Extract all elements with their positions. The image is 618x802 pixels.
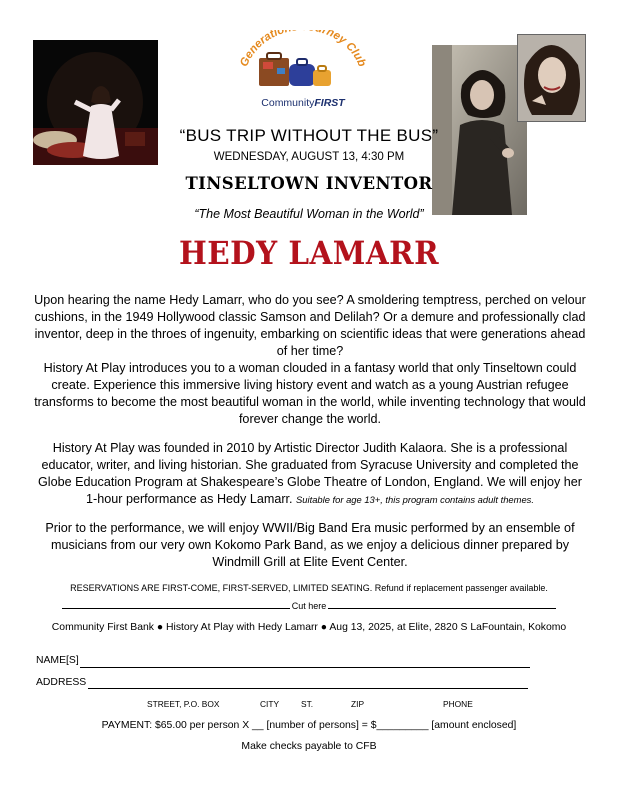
stage-performance-photo (33, 40, 158, 165)
city-sublabel: CITY (260, 699, 280, 709)
logo-brand-text: CommunityFIRST (261, 97, 345, 109)
performer-name: HEDY LAMARR (178, 234, 440, 272)
founder-paragraph (32, 440, 588, 508)
hedy-closeup-photo (518, 35, 585, 121)
name-label: NAME[S] (36, 655, 79, 666)
logo-arc-text: Generatio rney Club (238, 30, 368, 69)
intro-paragraph (32, 292, 588, 428)
event-subtitle: “The Most Beautiful Woman in the World” (194, 207, 424, 221)
address-field[interactable] (88, 688, 528, 689)
address-label: ADDRESS (36, 677, 87, 688)
cut-here-divider (62, 601, 556, 613)
founder-paragraph-text: History At Play was founded in 2010 by Artistic Director Judith Kalaora. She is a professional educator, writer, and living historian. She graduated from Syracuse University and completed the Globe Education Program at Shakespeare’s Globe Theatre of London, England. We will enjoy her 1-hour performance as Hedy Lamarr. (38, 441, 582, 506)
state-sublabel: ST. (301, 699, 314, 709)
checks-payable-note: Make checks payable to CFB (241, 741, 377, 752)
phone-sublabel: PHONE (443, 699, 473, 709)
event-heading: TINSELTOWN INVENTOR (185, 174, 433, 193)
cut-here-label: Cut here (291, 601, 327, 611)
address-sublabels (0, 699, 618, 711)
intro-paragraph-part2: History At Play introduces you to a woman clouded in a fantasy world that only Tinseltown could create. Experience this immersive living history event and watch as a young Austrian refugee transforms to become the most beautiful woman in the world, while inventing technology that would forever change the world. (34, 361, 586, 426)
age-note: Suitable for age 13+, this program contains adult themes. (296, 494, 534, 505)
street-sublabel: STREET, P.O. BOX (147, 699, 220, 709)
zip-sublabel: ZIP (351, 699, 365, 709)
reservation-note: RESERVATIONS ARE FIRST-COME, FIRST-SERVED, LIMITED SEATING. Refund if replacement passenger available. (70, 583, 548, 593)
intro-paragraph-part1: Upon hearing the name Hedy Lamarr, who do you see? A smoldering temptress, perched on velour cushions, in the 1949 Hollywood classic Samson and Delilah? Or a demure and professionally clad inventor, deep in the throes of ingenuity, embarking on scientific ideas that were generations ahead of her time? (34, 293, 586, 358)
dinner-paragraph: Prior to the performance, we will enjoy WWII/Big Band Era music performed by an ensemble of musicians from our very own Kokomo Park Band, as we enjoy a delicious dinner prepared by Windmill Grill at Elite Event Center. (45, 521, 575, 569)
bus-trip-title: “BUS TRIP WITHOUT THE BUS” (179, 126, 439, 145)
event-date: WEDNESDAY, AUGUST 13, 4:30 PM (213, 151, 405, 163)
payment-line: PAYMENT: $65.00 per person X __ [number of persons] = $_________ [amount enclosed] (101, 720, 517, 731)
name-field[interactable] (80, 667, 530, 668)
generations-journey-club-logo (223, 30, 383, 112)
event-info-line: Community First Bank ● History At Play with Hedy Lamarr ● Aug 13, 2025, at Elite, 2820 S LaFountain, Kokomo (51, 622, 567, 633)
